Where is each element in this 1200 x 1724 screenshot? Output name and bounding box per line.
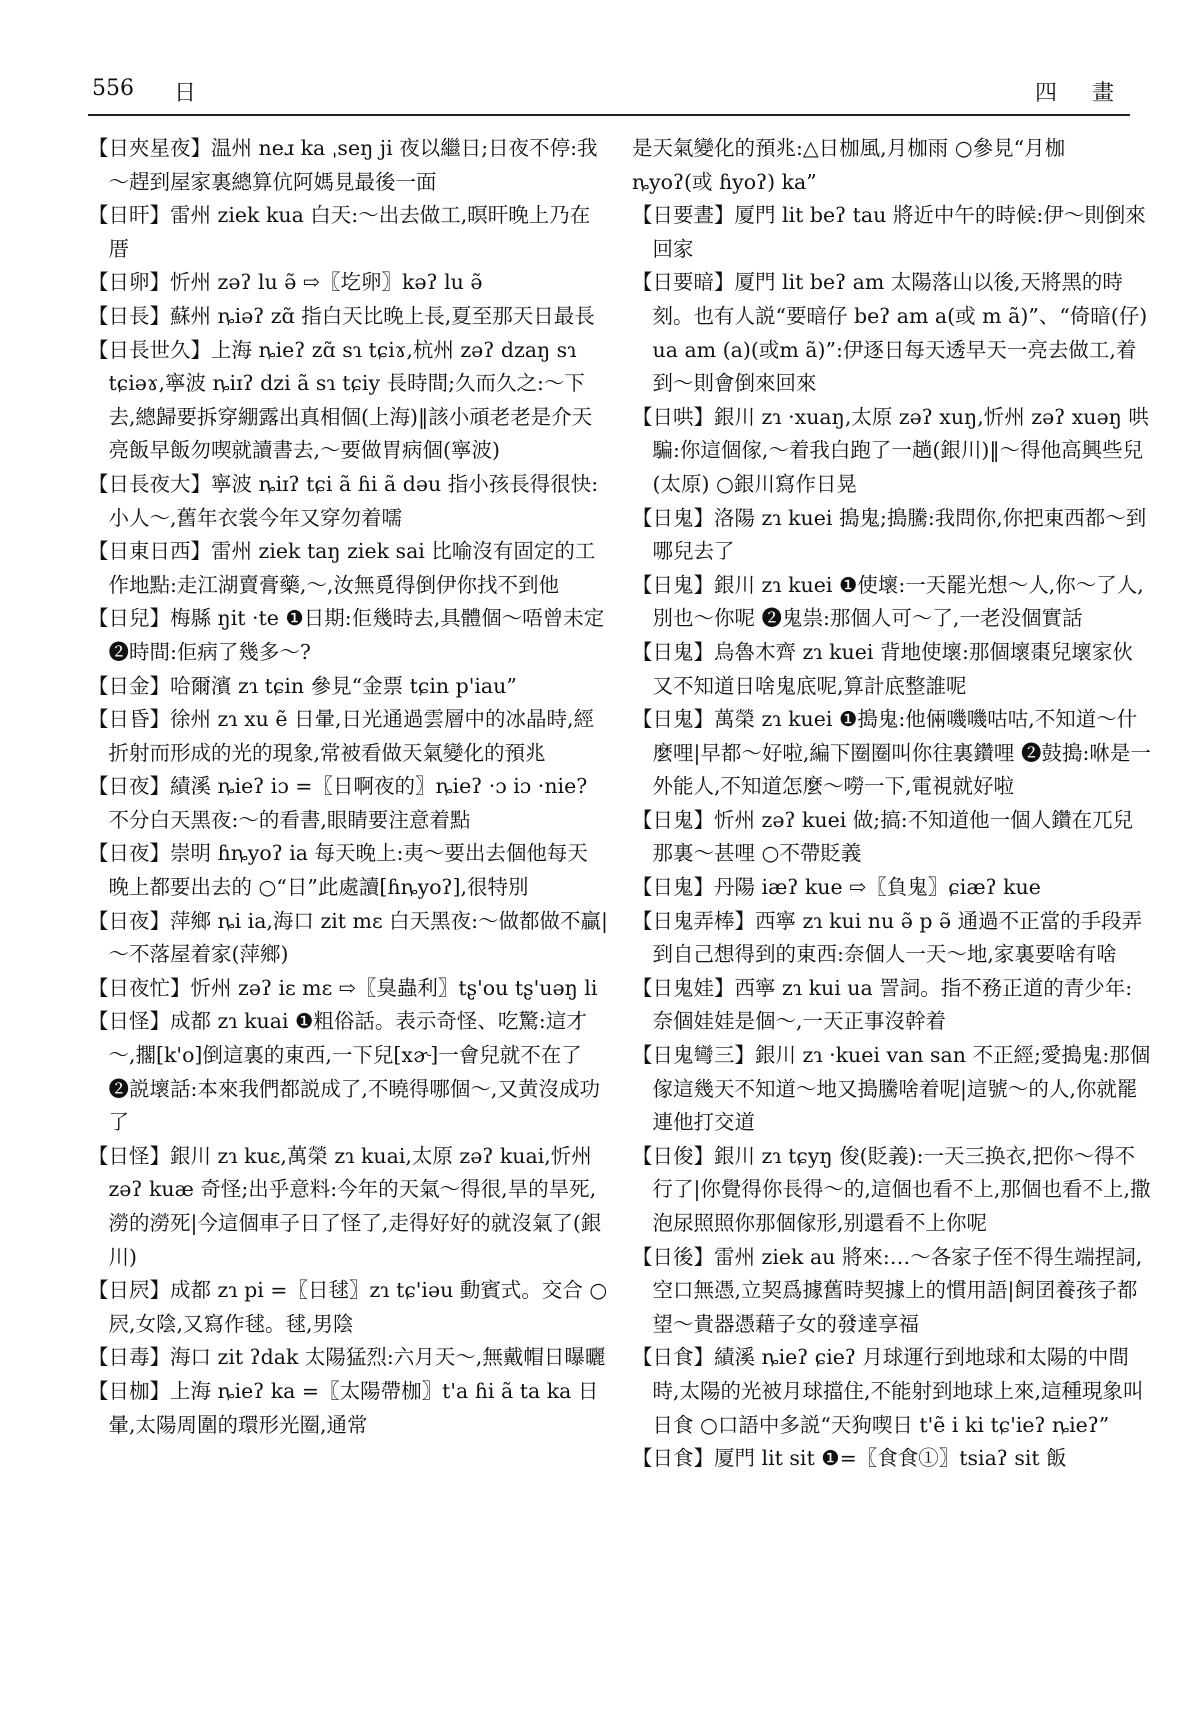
entry-headword: 【 日兒 】 [88, 606, 170, 630]
dictionary-entry [88, 132, 608, 199]
dictionary-entry [632, 1241, 1152, 1342]
entry-headword: 【 日要晝 】 [632, 203, 735, 227]
dictionary-entry [632, 1442, 1152, 1476]
entry-headword: 【 日後 】 [632, 1245, 714, 1269]
entry-body: 銀川 zɿ ·kuei van san 不正經;愛搗鬼:那個傢這幾天不知道～地又搗騰啥着呢|這號～的人,你就罷連他打交道 [652, 1043, 1151, 1135]
entry-headword: 【 日鬼 】 [632, 875, 714, 899]
dictionary-entry [88, 266, 608, 300]
entry-headword: 【 日鬼 】 [632, 808, 714, 832]
dictionary-entry [632, 871, 1152, 905]
entry-body: 績溪 ȵieʔ ɕieʔ 月球運行到地球和太陽的中間時,太陽的光被月球擋住,不能射到地球上來,這種現象叫日食 ○口語中多説“天狗喫日 t'ẽ i ki tɕ'ieʔ ȵieʔ” [652, 1345, 1144, 1437]
left-column [88, 132, 608, 1702]
dictionary-entry [88, 334, 608, 468]
dictionary-entry [632, 1341, 1152, 1442]
dictionary-entry [632, 569, 1152, 636]
entry-headword: 【 日俊 】 [632, 1144, 714, 1168]
entry-headword: 【 日怪 】 [88, 1009, 170, 1033]
dictionary-entry [632, 905, 1152, 972]
entry-body: 銀川 zɿ kuɛ,萬榮 zɿ kuai,太原 zəʔ kuai,忻州 zəʔ kuæ 奇怪;出乎意料:今年的天氣～得很,旱的旱死,澇的澇死|今這個車子日了怪了,走得好好的就沒氣了(銀川) [108, 1143, 602, 1269]
entry-headword: 【 日食 】 [632, 1345, 714, 1369]
entry-headword: 【 日枷 】 [88, 1379, 170, 1403]
dictionary-entry [88, 199, 608, 266]
entry-body: 厦門 lit beʔ tau 將近中午的時候:伊～則倒來回家 [652, 203, 1146, 261]
dictionary-entry [632, 502, 1152, 569]
entry-body: 成都 zɿ pi =〖日毬〗zɿ tɕ'iəu 動賓式。交合 ○屄,女陰,又寫作毬。毬,男陰 [108, 1278, 608, 1336]
dictionary-entry [632, 132, 1152, 199]
entry-headword: 【 日卵 】 [88, 270, 170, 294]
entry-headword: 【 日長 】 [88, 304, 170, 328]
dictionary-entry [632, 804, 1152, 871]
entry-body: 雷州 ziek kua 白天:～出去做工,暝旰晚上乃在厝 [108, 203, 591, 261]
entry-headword: 【 日夾星夜 】 [88, 136, 211, 160]
entry-headword: 【 日食 】 [632, 1446, 714, 1470]
dictionary-entry [88, 1005, 608, 1139]
dictionary-entry [88, 468, 608, 535]
entry-body: 忻州 zəʔ kuei 做;搞:不知道他一個人鑽在兀兒那裏～甚哩 ○不帶貶義 [652, 807, 1134, 866]
entry-body: 寧波 ȵiɪʔ tɕi ã ɦi ã dəu 指小孩長得很快:小人～,舊年衣裳今年又穿勿着嚅 [108, 471, 599, 530]
entry-body: 雷州 ziek taŋ ziek sai 比喻沒有固定的工作地點:走江湖賣膏藥,～,汝無覓得倒伊你找不到他 [108, 539, 596, 597]
dictionary-entry [88, 602, 608, 669]
entry-body: 烏魯木齊 zɿ kuei 背地使壞:那個壞棗兒壞家伙又不知道日啥鬼底呢,算計底整誰呢 [652, 639, 1133, 698]
entry-body: 萬榮 zɿ kuei ❶搗鬼:他倆嘰嘰咕咕,不知道～什麼哩|早都～好啦,編下圈圈叫你往裏鑽哩 ❷鼓搗:咻是一外能人,不知道怎麼～嘮一下,電視就好啦 [652, 707, 1151, 799]
header-rule [88, 114, 1130, 116]
section-title: 四 畫 [1035, 81, 1128, 106]
entry-body: 是天氣變化的預兆:△日枷風,月枷雨 ○參見“月枷 ȵyoʔ(或 ɦyoʔ) ka” [632, 136, 1066, 194]
entry-body: 厦門 lit beʔ am 太陽落山以後,天將黑的時刻。也有人説“要暗仔 beʔ am a(或 m ã)”、“倚暗(仔) ua am (a)(或m ã)”:伊逐日每天透早天一亮去做工,着到～則會倒來回來 [652, 270, 1148, 396]
dictionary-entry [632, 1140, 1152, 1241]
entry-body: 厦門 lit sit ❶=〖食食①〗tsiaʔ sit 飯 [714, 1446, 1067, 1471]
entry-headword: 【 日夜 】 [88, 909, 170, 933]
dictionary-entry [632, 972, 1152, 1039]
entry-body: 成都 zɿ kuai ❶粗俗話。表示奇怪、吃驚:這才～,擱[k'o]倒這裏的東西,一下兒[xɚ]一會兒就不在了 ❷説壞話:本來我們都説成了,不曉得哪個～,又黄沒成功了 [108, 1009, 600, 1135]
entry-body: 崇明 ɦȵyoʔ ia 每天晚上:夷～要出去個他每天晚上都要出去的 ○“日”此處讀[ɦȵyoʔ],很特別 [108, 841, 588, 900]
page-header [92, 76, 1128, 116]
dictionary-entry [88, 837, 608, 904]
dictionary-entry [632, 401, 1152, 502]
entry-body: 温州 neɹ ka ˌseŋ ji 夜以繼日;日夜不停:我～趕到屋家裏總算伉阿媽見最後一面 [108, 136, 598, 194]
entry-headword: 【 日夜 】 [88, 774, 170, 798]
entry-headword: 【 日哄 】 [632, 405, 714, 429]
dictionary-entry [88, 1341, 608, 1375]
entry-body: 銀川 zɿ ·xuaŋ,太原 zəʔ xuŋ,忻州 zəʔ xuəŋ 哄騙:你這個傢,～着我白跑了一趟(銀川)‖～得他高興些兒(太原) ○銀川寫作日晃 [652, 404, 1149, 496]
entry-headword: 【 日旰 】 [88, 203, 170, 227]
dictionary-entry [88, 972, 608, 1006]
entry-headword: 【 日鬼弄棒 】 [632, 909, 755, 933]
dictionary-entry [88, 1140, 608, 1274]
dictionary-entry [88, 670, 608, 704]
entry-headword: 【 日長世久 】 [88, 338, 211, 362]
entry-headword: 【 日鬼彎三 】 [632, 1043, 755, 1067]
entry-body: 忻州 zəʔ iɛ mɛ ⇨〖臭蟲利〗tʂ'ou tʂ'uəŋ li [190, 975, 598, 1000]
entry-headword: 【 日昏 】 [88, 707, 170, 731]
entry-headword: 【 日東日西 】 [88, 539, 211, 563]
entry-body: 雷州 ziek au 將來:…～各家子侄不得生端捏詞,空口無憑,立契爲據舊時契據上的慣用語|飼囝養孩子都望～貴器憑藉子女的發達享福 [652, 1244, 1143, 1336]
dictionary-entry [88, 300, 608, 334]
entry-body: 績溪 ȵieʔ iɔ =〖日啊夜的〗ȵieʔ ·ɔ iɔ ·nie? 不分白天黑夜:～的看書,眼睛要注意着點 [108, 774, 588, 832]
entry-body: 海口 zit ʔdak 太陽猛烈:六月天～,無戴帽日曝曬 [170, 1345, 606, 1370]
dictionary-entry [632, 703, 1152, 804]
entry-body: 梅縣 ŋit ·te ❶日期:佢幾時去,具體個～唔曾未定 ❷時間:佢病了幾多～? [108, 606, 605, 664]
dictionary-entry [88, 770, 608, 837]
entry-headword: 【 日夜忙 】 [88, 976, 191, 1000]
dictionary-entry [632, 1039, 1152, 1140]
entry-headword: 【 日怪 】 [88, 1144, 170, 1168]
entry-body: 西寧 zɿ kui ua 詈詞。指不務正道的青少年:奈個娃娃是個～,一天正事沒幹着 [652, 975, 1133, 1034]
entry-body: 西寧 zɿ kui nu ə̃ p ə̃ 通過不正當的手段弄到自己想得到的東西:奈個人一天～地,家裏要啥有啥 [652, 908, 1143, 967]
entry-body: 丹陽 iæʔ kue ⇨〖負鬼〗ɕiæʔ kue [714, 875, 1041, 900]
entry-headword: 【 日毒 】 [88, 1345, 170, 1369]
page-number: 556 [92, 76, 134, 101]
entry-body: 洛陽 zɿ kuei 搗鬼;搗騰:我問你,你把東西都～到哪兒去了 [652, 505, 1147, 564]
entry-body: 上海 ȵieʔ zɑ̃ sɿ tɕiɤ,杭州 zəʔ dzaŋ sɿ tɕiəɤ,寧波 ȵiɪʔ dzi ã sɿ tɕiy 長時間;久而久之:～下去,總歸要拆穿綳露出真相個(上海)‖該小頑老老是介天亮飯早飯勿喫就讀書去,～要做胃病個(寧波) [108, 337, 593, 463]
entry-body: 銀川 zɿ kuei ❶使壞:一天罷光想～人,你～了人,別也～你呢 ❷鬼祟:那個人可～了,一老没個實話 [652, 572, 1144, 631]
entry-headword: 【 日金 】 [88, 674, 170, 698]
dictionary-entry [88, 535, 608, 602]
entry-body: 徐州 zɿ xu ẽ 日暈,日光通過雲層中的冰晶時,經折射而形成的光的現象,常被看做天氣變化的預兆 [108, 707, 595, 765]
entry-headword: 【 日要暗 】 [632, 270, 735, 294]
entry-headword: 【 日鬼 】 [632, 640, 714, 664]
entry-body: 萍鄉 ȵi ia,海口 zit mɛ 白天黑夜:～做都做不贏|～不落屋着家(萍鄉) [108, 908, 608, 967]
entry-body: 上海 ȵieʔ ka =〖太陽帶枷〗t'a ɦi ã ta ka 日暈,太陽周圍的環形光圈,通常 [108, 1378, 599, 1437]
dictionary-entry [88, 1375, 608, 1442]
entry-headword: 【 日長夜大 】 [88, 472, 211, 496]
dictionary-entry [88, 1274, 608, 1341]
right-column [632, 132, 1152, 1702]
entry-headword: 【 日屄 】 [88, 1278, 170, 1302]
entry-headword: 【 日鬼娃 】 [632, 976, 735, 1000]
dictionary-entry [88, 905, 608, 972]
running-radical: 日 [174, 81, 197, 106]
entry-body: 忻州 zəʔ lu ə̃ ⇨〖圪卵〗kəʔ lu ə̃ [170, 270, 483, 295]
dictionary-entry [632, 266, 1152, 400]
entry-headword: 【 日鬼 】 [632, 573, 714, 597]
entry-headword: 【 日鬼 】 [632, 707, 714, 731]
entry-body: 蘇州 ȵiəʔ zɑ̃ 指白天比晚上長,夏至那天日最長 [170, 303, 595, 328]
entry-body: 哈爾濱 zɿ tɕin 參見“金票 tɕin p'iau” [170, 673, 517, 698]
entry-body: 銀川 zɿ tɕyŋ 俊(貶義):一天三换衣,把你～得不行了|你覺得你長得～的,這個也看不上,那個也看不上,撒泡尿照照你那個傢形,别還看不上你呢 [652, 1143, 1151, 1235]
entry-headword: 【 日夜 】 [88, 841, 170, 865]
dictionary-entry [632, 636, 1152, 703]
entry-headword: 【 日鬼 】 [632, 506, 714, 530]
dictionary-entry [88, 703, 608, 770]
dictionary-entry [632, 199, 1152, 266]
